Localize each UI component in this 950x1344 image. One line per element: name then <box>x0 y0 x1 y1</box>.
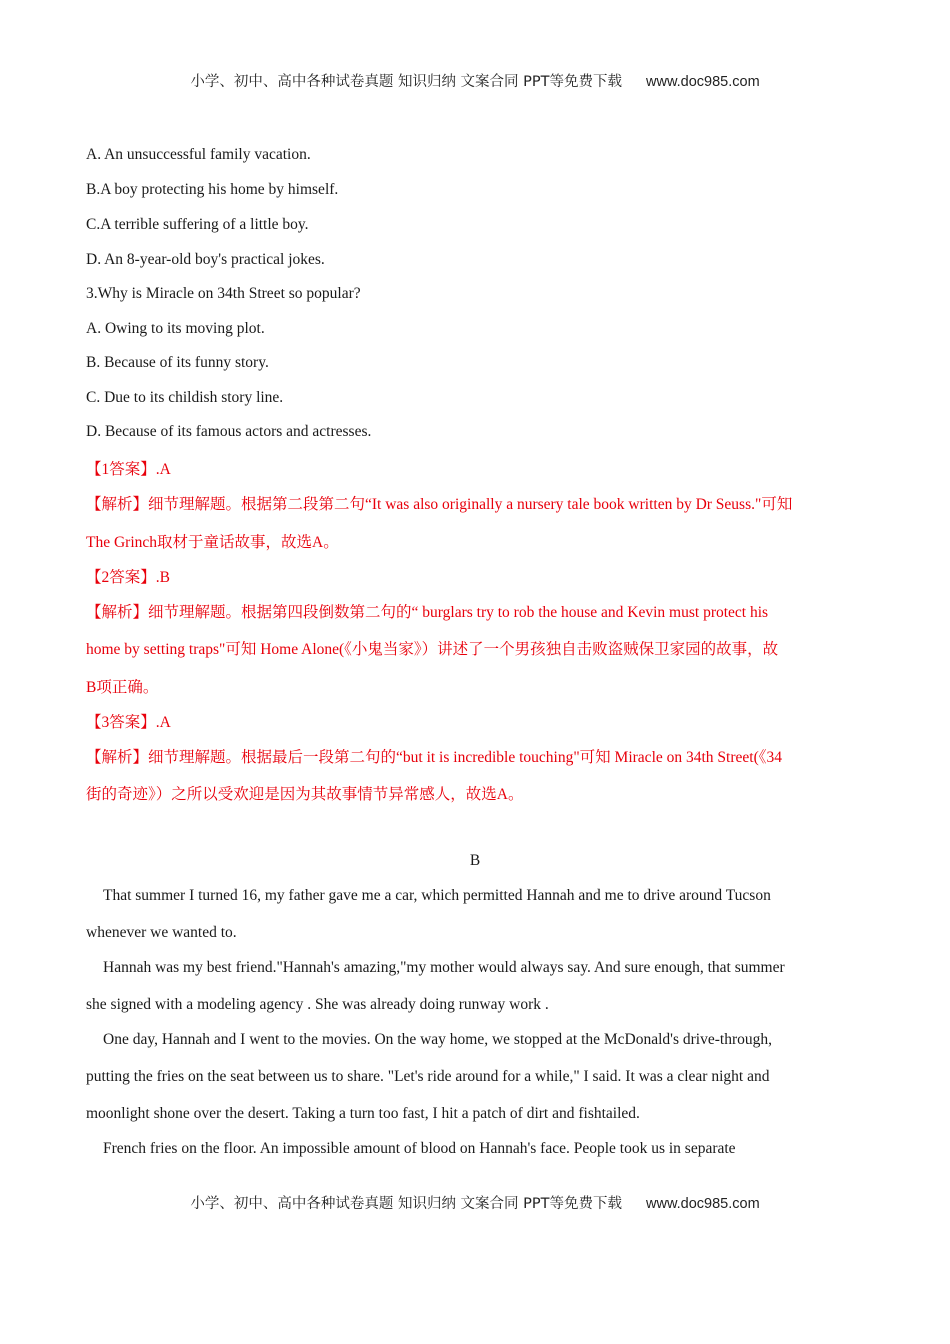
footer-text: 小学、初中、高中各种试卷真题 知识归纳 文案合同 PPT等免费下载 <box>190 1196 623 1212</box>
question-3: 3.Why is Miracle on 34th Street so popular? <box>86 285 361 302</box>
explanation-2-line-1: 【解析】细节理解题。根据第四段倒数第二句的“ burglars try to rob the house and Kevin must protect his <box>86 604 769 621</box>
passage-p3-line-3: moonlight shone over the desert. Taking a turn too fast, I hit a patch of dirt and fishtailed. <box>86 1105 640 1122</box>
passage-p2-line-2: she signed with a modeling agency . She was already doing runway work . <box>86 996 549 1013</box>
explanation-2-line-2: home by setting traps"可知 Home Alone(《小鬼当家》）讲述了一个男孩独自击败盗贼保卫家园的故事，故 <box>86 641 779 658</box>
passage-p1-line-2: whenever we wanted to. <box>86 924 237 941</box>
passage-p1-line-1: That summer I turned 16, my father gave me a car, which permitted Hannah and me to drive around Tucson <box>103 887 771 904</box>
answer-3: 【3答案】.A <box>86 714 171 731</box>
passage-label: B <box>469 852 481 869</box>
q3-option-d: D. Because of its famous actors and actresses. <box>86 423 372 440</box>
explanation-3-line-1: 【解析】细节理解题。根据最后一段第二句的“but it is incredible touching"可知 Miracle on 34th Street(《34 <box>86 749 782 766</box>
q3-option-b: B. Because of its funny story. <box>86 354 269 371</box>
q2-option-d: D. An 8-year-old boy's practical jokes. <box>86 251 325 268</box>
page-header <box>0 70 950 91</box>
answer-1: 【1答案】.A <box>86 461 171 478</box>
header-text: 小学、初中、高中各种试卷真题 知识归纳 文案合同 PPT等免费下载 <box>190 74 623 90</box>
passage-p3-line-1: One day, Hannah and I went to the movies. On the way home, we stopped at the McDonald's drive-through, <box>103 1031 772 1048</box>
passage-p4-line-1: French fries on the floor. An impossible amount of blood on Hannah's face. People took us in separate <box>103 1140 736 1157</box>
passage-p2-line-1: Hannah was my best friend."Hannah's amazing,"my mother would always say. And sure enough, that summer <box>103 959 785 976</box>
q2-option-c: C.A terrible suffering of a little boy. <box>86 216 309 233</box>
q3-option-c: C. Due to its childish story line. <box>86 389 284 406</box>
q3-option-a: A. Owing to its moving plot. <box>86 320 265 337</box>
footer-site-link[interactable]: www.doc985.com <box>646 1196 760 1212</box>
explanation-2-line-3: B项正确。 <box>86 679 159 696</box>
q2-option-a: A. An unsuccessful family vacation. <box>86 146 311 163</box>
q2-option-b: B.A boy protecting his home by himself. <box>86 181 339 198</box>
explanation-1-line-1: 【解析】细节理解题。根据第二段第二句“It was also originally a nursery tale book written by Dr Seuss."可知 <box>86 496 793 513</box>
passage-p3-line-2: putting the fries on the seat between us to share. "Let's ride around for a while," I said. It was a clear night and <box>86 1068 770 1085</box>
page-footer <box>0 1192 950 1213</box>
explanation-3-line-2: 街的奇迹》）之所以受欢迎是因为其故事情节异常感人，故选A。 <box>86 786 524 803</box>
explanation-1-line-2: The Grinch取材于童话故事，故选A。 <box>86 534 339 551</box>
header-site-link[interactable]: www.doc985.com <box>646 74 760 90</box>
answer-2: 【2答案】.B <box>86 569 170 586</box>
